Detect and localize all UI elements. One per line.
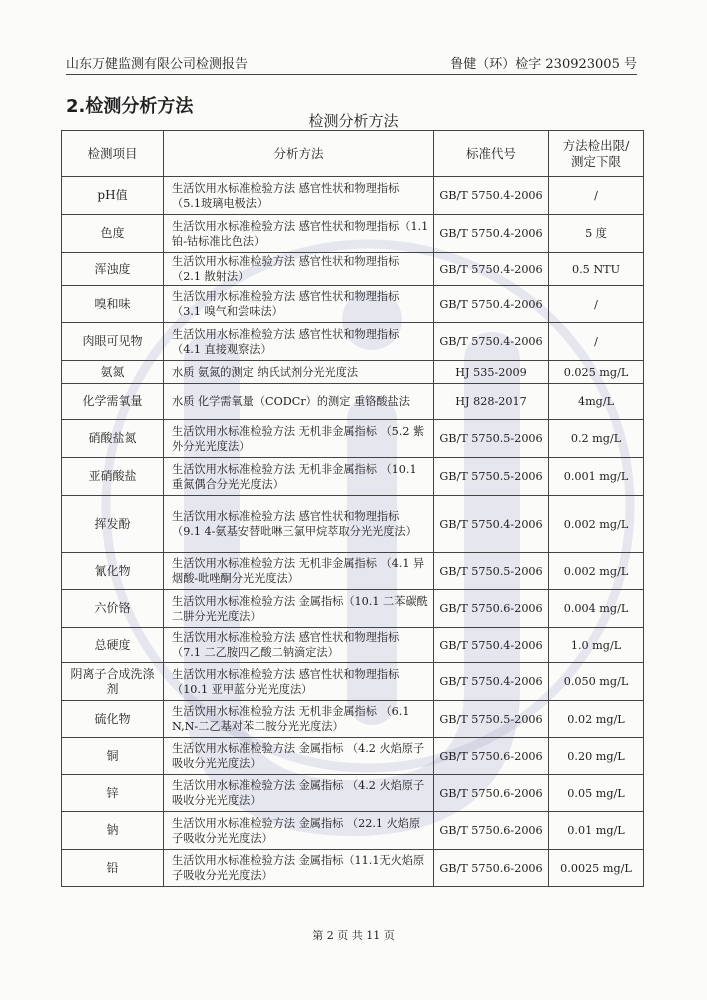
limit-cell: 0.050 mg/L <box>549 663 644 701</box>
table-row <box>62 663 644 701</box>
limit-cell: 0.002 mg/L <box>549 496 644 553</box>
method-cell: 生活饮用水标准检验方法 金属指标 （22.1 火焰原子吸收分光光度法） <box>164 812 434 850</box>
col-header-limit: 方法检出限/ 测定下限 <box>549 131 644 177</box>
standard-cell: GB/T 5750.4-2006 <box>434 496 549 553</box>
report-number: 鲁健（环）检字 230923005 号 <box>450 57 637 72</box>
method-cell: 生活饮用水标准检验方法 金属指标 （4.2 火焰原子吸收分光光度法） <box>164 738 434 775</box>
limit-cell: 0.025 mg/L <box>549 361 644 384</box>
method-cell: 生活饮用水标准检验方法 无机非金属指标 （6.1 N,N-二乙基对苯二胺分光光度法） <box>164 701 434 738</box>
method-cell: 生活饮用水标准检验方法 感官性状和物理指标 （4.1 直接观察法） <box>164 323 434 361</box>
method-cell: 水质 化学需氧量（CODCr）的测定 重铬酸盐法 <box>164 384 434 420</box>
standard-cell: GB/T 5750.5-2006 <box>434 458 549 496</box>
standard-cell: GB/T 5750.6-2006 <box>434 850 549 887</box>
method-cell: 生活饮用水标准检验方法 金属指标 （4.2 火焰原子吸收分光光度法） <box>164 775 434 812</box>
table-row <box>62 812 644 850</box>
standard-cell: GB/T 5750.4-2006 <box>434 215 549 253</box>
standard-cell: GB/T 5750.4-2006 <box>434 323 549 361</box>
page-header <box>66 46 637 75</box>
item-cell: 色度 <box>62 215 164 253</box>
item-cell: 总硬度 <box>62 628 164 663</box>
table-row <box>62 590 644 628</box>
limit-cell: 5 度 <box>549 215 644 253</box>
analysis-methods-table <box>61 130 644 887</box>
col-header-item: 检测项目 <box>62 131 164 177</box>
method-cell: 生活饮用水标准检验方法 金属指标（11.1无火焰原子吸收分光光度法） <box>164 850 434 887</box>
table-row <box>62 738 644 775</box>
item-cell: 嗅和味 <box>62 286 164 323</box>
limit-cell: 0.2 mg/L <box>549 420 644 458</box>
method-cell: 生活饮用水标准检验方法 感官性状和物理指标（1.1铂-钴标准比色法） <box>164 215 434 253</box>
standard-cell: GB/T 5750.6-2006 <box>434 738 549 775</box>
standard-cell: GB/T 5750.4-2006 <box>434 663 549 701</box>
limit-cell: / <box>549 177 644 215</box>
item-cell: 肉眼可见物 <box>62 323 164 361</box>
item-cell: 钠 <box>62 812 164 850</box>
item-cell: 硝酸盐氮 <box>62 420 164 458</box>
limit-cell: 0.001 mg/L <box>549 458 644 496</box>
table-row <box>62 458 644 496</box>
method-cell: 水质 氨氮的测定 纳氏试剂分光光度法 <box>164 361 434 384</box>
method-cell: 生活饮用水标准检验方法 无机非金属指标 （5.2 紫外分光光度法） <box>164 420 434 458</box>
item-cell: 六价铬 <box>62 590 164 628</box>
table-row <box>62 420 644 458</box>
standard-cell: GB/T 5750.5-2006 <box>434 553 549 590</box>
table-row <box>62 701 644 738</box>
limit-cell: / <box>549 323 644 361</box>
limit-cell: 0.20 mg/L <box>549 738 644 775</box>
method-cell: 生活饮用水标准检验方法 感官性状和物理指标（10.1 亚甲蓝分光光度法） <box>164 663 434 701</box>
standard-cell: GB/T 5750.4-2006 <box>434 628 549 663</box>
limit-cell: 4mg/L <box>549 384 644 420</box>
item-cell: 硫化物 <box>62 701 164 738</box>
table-row <box>62 628 644 663</box>
item-cell: pH值 <box>62 177 164 215</box>
standard-cell: GB/T 5750.4-2006 <box>434 286 549 323</box>
standard-cell: GB/T 5750.5-2006 <box>434 420 549 458</box>
item-cell: 亚硝酸盐 <box>62 458 164 496</box>
method-cell: 生活饮用水标准检验方法 无机非金属指标 （4.1 异烟酸-吡唑酮分光光度法） <box>164 553 434 590</box>
limit-cell: 1.0 mg/L <box>549 628 644 663</box>
col-header-standard: 标准代号 <box>434 131 549 177</box>
method-cell: 生活饮用水标准检验方法 感官性状和物理指标 （5.1玻璃电极法） <box>164 177 434 215</box>
item-cell: 锌 <box>62 775 164 812</box>
method-cell: 生活饮用水标准检验方法 金属指标（10.1 二苯碳酰二肼分光光度法） <box>164 590 434 628</box>
standard-cell: GB/T 5750.6-2006 <box>434 812 549 850</box>
method-cell: 生活饮用水标准检验方法 感官性状和物理指标 （3.1 嗅气和尝味法） <box>164 286 434 323</box>
standard-cell: HJ 828-2017 <box>434 384 549 420</box>
item-cell: 铅 <box>62 850 164 887</box>
item-cell: 氨氮 <box>62 361 164 384</box>
table-row <box>62 553 644 590</box>
table-row <box>62 286 644 323</box>
standard-cell: GB/T 5750.6-2006 <box>434 590 549 628</box>
table-row <box>62 253 644 286</box>
table-row <box>62 177 644 215</box>
item-cell: 浑浊度 <box>62 253 164 286</box>
page-footer: 第 2 页 共 11 页 <box>312 929 395 942</box>
col-header-method: 分析方法 <box>164 131 434 177</box>
standard-cell: GB/T 5750.4-2006 <box>434 177 549 215</box>
table-row <box>62 850 644 887</box>
limit-cell: 0.5 NTU <box>549 253 644 286</box>
table-title: 检测分析方法 <box>308 112 399 130</box>
item-cell: 挥发酚 <box>62 496 164 553</box>
limit-cell: 0.05 mg/L <box>549 775 644 812</box>
item-cell: 阴离子合成洗涤剂 <box>62 663 164 701</box>
standard-cell: HJ 535-2009 <box>434 361 549 384</box>
limit-cell: 0.004 mg/L <box>549 590 644 628</box>
company-report-title: 山东万健监测有限公司检测报告 <box>66 57 249 72</box>
standard-cell: GB/T 5750.6-2006 <box>434 775 549 812</box>
section-title: 2.检测分析方法 <box>66 96 194 117</box>
method-cell: 生活饮用水标准检验方法 感官性状和物理指标 （9.1 4-氨基安替吡啉三氯甲烷萃取分光光度法） <box>164 496 434 553</box>
standard-cell: GB/T 5750.5-2006 <box>434 701 549 738</box>
method-cell: 生活饮用水标准检验方法 感官性状和物理指标 （7.1 二乙胺四乙酸二钠滴定法） <box>164 628 434 663</box>
table-row <box>62 361 644 384</box>
table-row <box>62 775 644 812</box>
table-row <box>62 384 644 420</box>
table-header-row <box>62 131 644 177</box>
limit-cell: 0.01 mg/L <box>549 812 644 850</box>
table-row <box>62 323 644 361</box>
method-cell: 生活饮用水标准检验方法 感官性状和物理指标 （2.1 散射法） <box>164 253 434 286</box>
limit-cell: / <box>549 286 644 323</box>
limit-cell: 0.02 mg/L <box>549 701 644 738</box>
item-cell: 化学需氧量 <box>62 384 164 420</box>
item-cell: 铜 <box>62 738 164 775</box>
limit-cell: 0.002 mg/L <box>549 553 644 590</box>
item-cell: 氰化物 <box>62 553 164 590</box>
table-row <box>62 496 644 553</box>
method-cell: 生活饮用水标准检验方法 无机非金属指标 （10.1 重氮偶合分光光度法） <box>164 458 434 496</box>
standard-cell: GB/T 5750.4-2006 <box>434 253 549 286</box>
limit-cell: 0.0025 mg/L <box>549 850 644 887</box>
table-row <box>62 215 644 253</box>
